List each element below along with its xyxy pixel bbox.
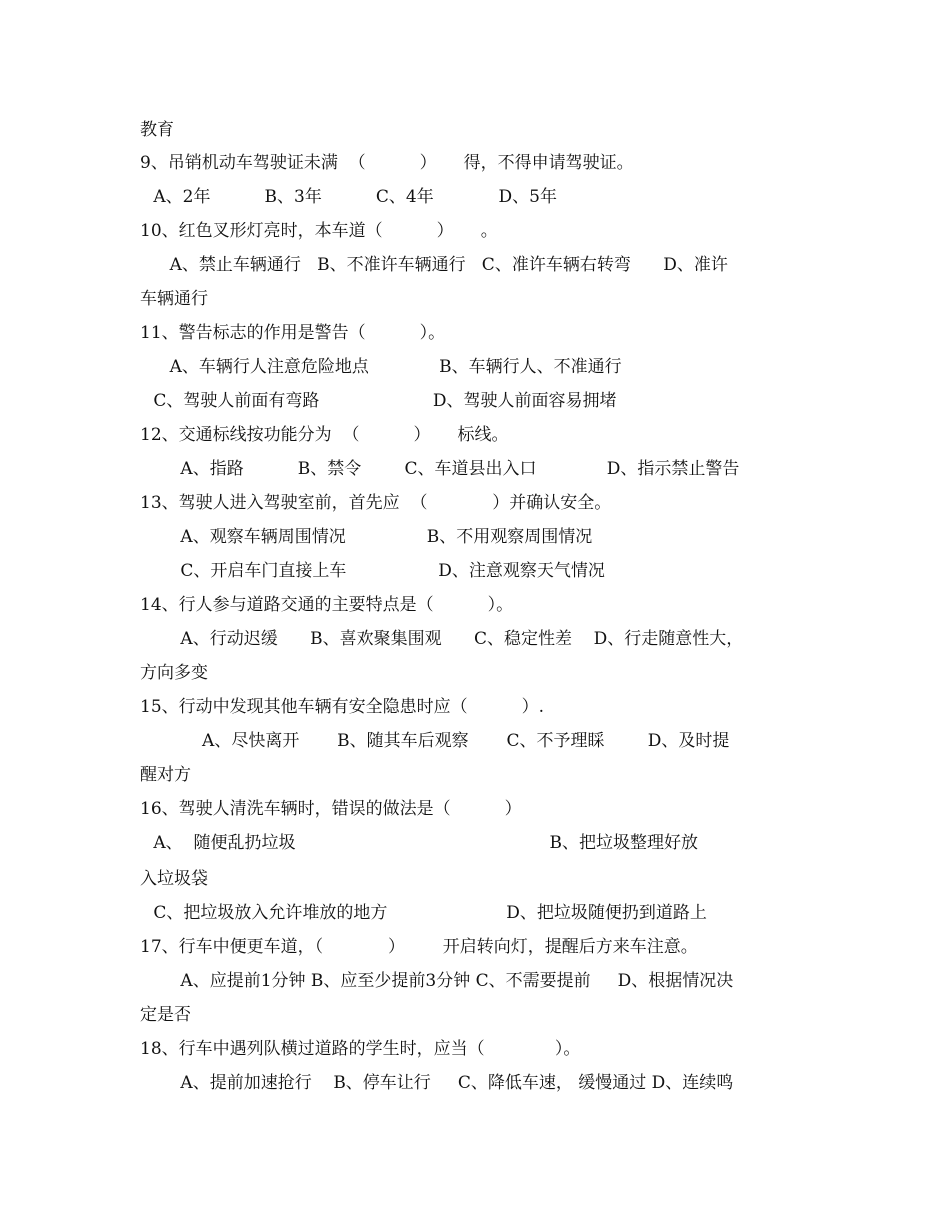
- text-line: 方向多变: [140, 663, 208, 683]
- question-12: 12、交通标线按功能分为 （ ） 标线。: [140, 425, 509, 445]
- question-9: 9、吊销机动车驾驶证未满 （ ） 得，不得申请驾驶证。: [140, 153, 634, 173]
- options-17: A、应提前1分钟 B、应至少提前3分钟 C、不需要提前 D、根据情况决: [148, 971, 734, 991]
- options-15: A、尽快离开 B、随其车后观察 C、不予理睬 D、及时提: [148, 731, 730, 751]
- text-line: 教育: [140, 120, 174, 140]
- options-9: A、2年 B、3年 C、4年 D、5年: [148, 187, 557, 207]
- options-13-cd: C、开启车门直接上车 D、注意观察天气情况: [148, 561, 605, 581]
- options-12: A、指路 B、禁令 C、车道县出入口 D、指示禁止警告: [148, 459, 740, 479]
- question-16: 16、驾驶人清洗车辆时，错误的做法是（ ）: [140, 799, 522, 819]
- options-10: A、禁止车辆通行 B、不准许车辆通行 C、准许车辆右转弯 D、准许: [148, 255, 728, 275]
- text-line: 定是否: [140, 1005, 191, 1025]
- question-14: 14、行人参与道路交通的主要特点是（ ）。: [140, 595, 514, 615]
- text-line: 醒对方: [140, 765, 191, 785]
- question-18: 18、行车中遇列队横过道路的学生时，应当（ ）。: [140, 1039, 581, 1059]
- question-10: 10、红色叉形灯亮时，本车道（ ） 。: [140, 221, 498, 241]
- options-14: A、行动迟缓 B、喜欢聚集围观 C、稳定性差 D、行走随意性大，: [148, 629, 744, 649]
- options-13-ab: A、观察车辆周围情况 B、不用观察周围情况: [148, 527, 593, 547]
- text-line: 车辆通行: [140, 289, 208, 309]
- text-line: 入垃圾袋: [140, 869, 208, 889]
- options-11-cd: C、驾驶人前面有弯路 D、驾驶人前面容易拥堵: [148, 391, 617, 411]
- question-11: 11、警告标志的作用是警告（ ）。: [140, 323, 446, 343]
- options-11-ab: A、车辆行人注意危险地点 B、车辆行人、不准通行: [148, 357, 622, 377]
- options-16-ab: A、 随便乱扔垃圾 B、把垃圾整理好放: [148, 833, 698, 853]
- options-16-cd: C、把垃圾放入允许堆放的地方 D、把垃圾随便扔到道路上: [148, 903, 707, 923]
- question-13: 13、驾驶人进入驾驶室前，首先应 （ ）并确认安全。: [140, 493, 612, 513]
- options-18: A、提前加速抢行 B、停车让行 C、降低车速， 缓慢通过 D、连续鸣: [148, 1073, 734, 1093]
- question-17: 17、行车中便更车道，（ ） 开启转向灯，提醒后方来车注意。: [140, 937, 698, 957]
- question-15: 15、行动中发现其他车辆有安全隐患时应（ ）.: [140, 697, 545, 717]
